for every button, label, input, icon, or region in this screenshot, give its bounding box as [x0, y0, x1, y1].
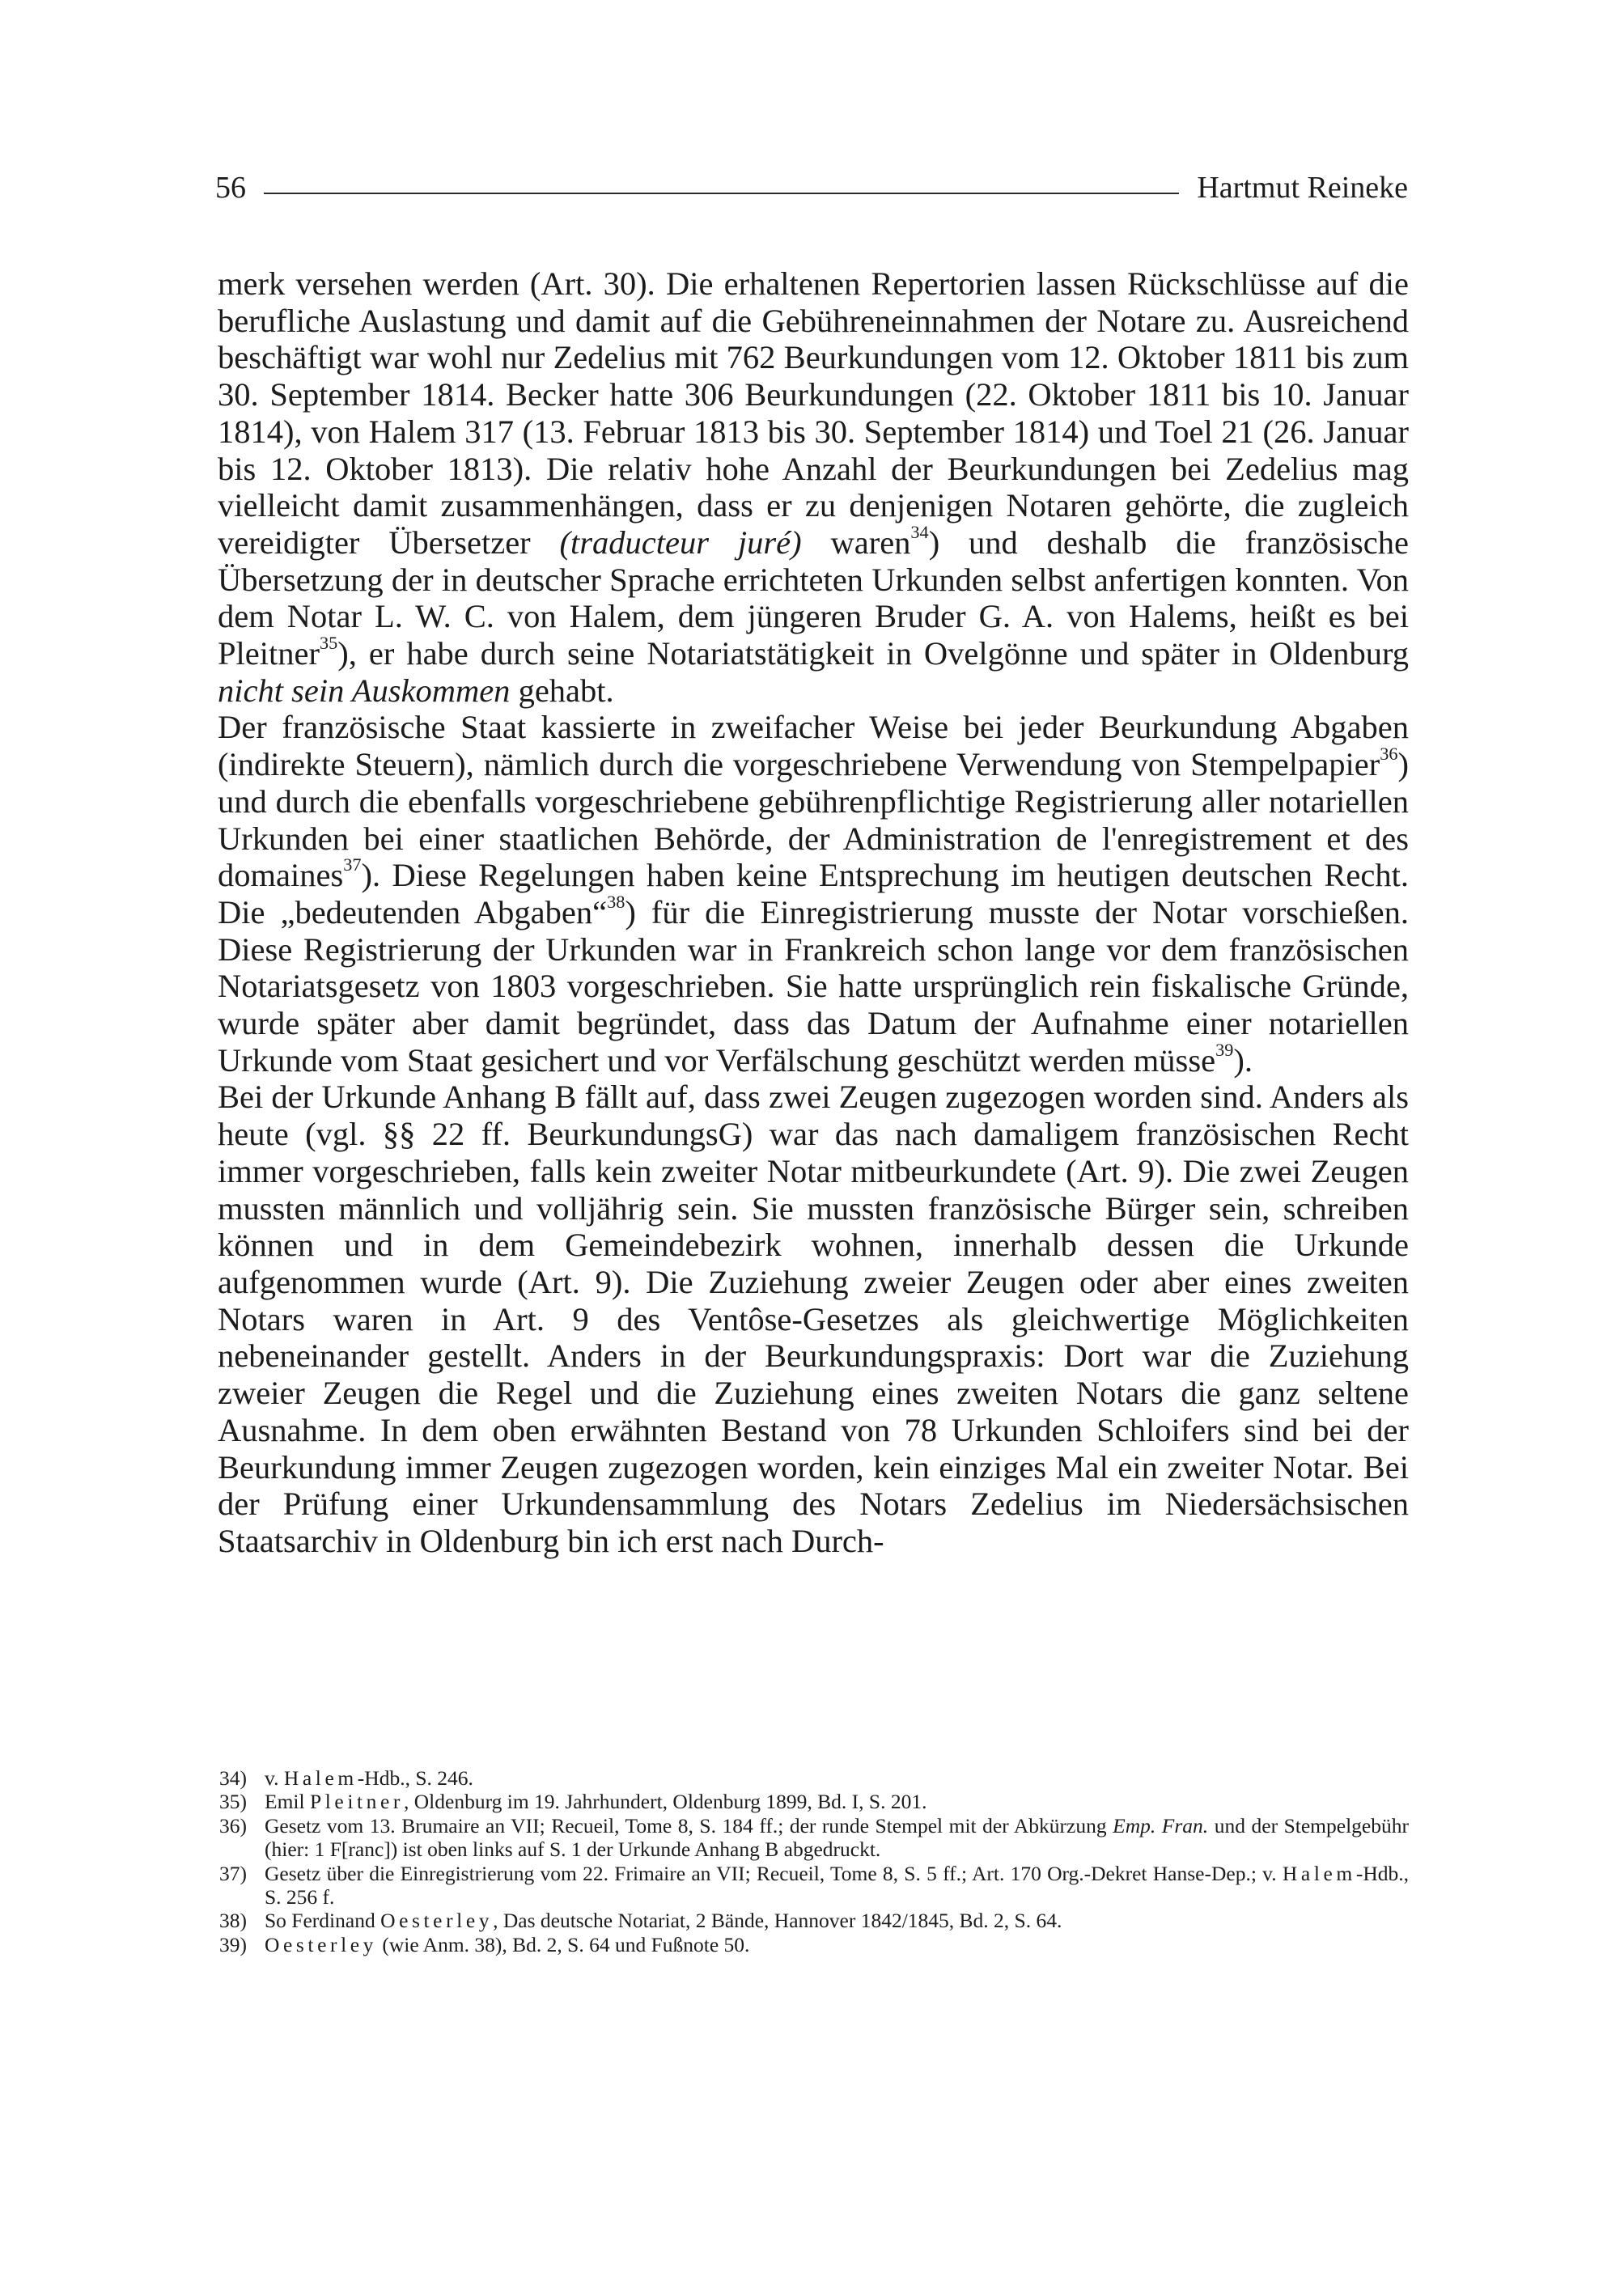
- footnote-ref-38: 38: [607, 892, 625, 913]
- paragraph-1: merk versehen werden (Art. 30). Die erhaltenen Repertorien lassen Rückschlüsse auf die berufliche Auslastung und damit auf die Gebühreneinnahmen der Notare zu. Ausreichend beschäftigt war wohl nur Zedelius mit 762 Beurkundungen vom 12. Oktober 1811 bis zum 30. September 1814. Becker hatte 306 Beurkundungen (22. Oktober 1811 bis 10. Januar 1814), von Halem 317 (13. Februar 1813 bis 30. September 1814) und Toel 21 (26. Januar bis 12. Oktober 1813). Die relativ hohe Anzahl der Beurkundungen bei Zedelius mag vielleicht damit zusammenhängen, dass er zu denjenigen Notaren gehörte, die zugleich vereidigter Übersetzer (traducteur juré) waren$^{34}$) und deshalb die französische Übersetzung der in deutscher Sprache errichteten Urkunden selbst anfertigen konnten. Von dem Notar L. W. C. von Halem, dem jüngeren Bruder G. A. von Halems, heißt es bei Pleitner$^{35}$), er habe durch seine Notariatstätigkeit in Ovelgönne und später in Oldenburg nicht sein Auskommen gehabt.: [218, 265, 1409, 709]
- footnote-34: 34) v. Halem-Hdb., S. 246.: [219, 1766, 473, 1790]
- main-text: [218, 265, 1409, 1560]
- footnotes: [219, 1766, 1409, 1956]
- footnote-39: 39) Oesterley (wie Anm. 38), Bd. 2, S. 64 und Fußnote 50.: [219, 1932, 750, 1956]
- footnote-35: 35) Emil Pleitner, Oldenburg im 19. Jahrhundert, Oldenburg 1899, Bd. I, S. 201.: [219, 1790, 927, 1814]
- footnote-ref-39: 39: [1215, 1039, 1234, 1060]
- paragraph-2: Der französische Staat kassierte in zweifacher Weise bei jeder Beurkundung Abgaben (indirekte Steuern), nämlich durch die vorgeschriebene Verwendung von Stempelpapier$^{36}$) und durch die ebenfalls vorgeschriebene gebührenpflichtige Registrierung aller notariellen Urkunden bei einer staatlichen Behörde, der Administration de l'enregistrement et des domaines$^{37}$). Diese Regelungen haben keine Entsprechung im heutigen deutschen Recht. Die „bedeutenden Abgaben“$^{38}$) für die Einregistrierung musste der Notar vorschießen. Diese Registrierung der Urkunden war in Frankreich schon lange vor dem französischen Notariatsgesetz von 1803 vorgeschrieben. Sie hatte ursprünglich rein fiskalische Gründe, wurde später aber damit begründet, dass das Datum der Aufnahme einer notariellen Urkunde vom Staat gesichert und vor Verfälschung geschützt werden müsse$^{39}$).: [218, 709, 1409, 1079]
- paragraph-3: Bei der Urkunde Anhang B fällt auf, dass zwei Zeugen zugezogen worden sind. Anders als heute (vgl. §§ 22 ff. BeurkundungsG) war das nach damaligem französischen Recht immer vorgeschrieben, falls kein zweiter Notar mitbeurkundete (Art. 9). Die zwei Zeugen mussten männlich und volljährig sein. Sie mussten französische Bürger sein, schreiben können und in dem Gemeindebezirk wohnen, innerhalb dessen die Urkunde aufgenommen wurde (Art. 9). Die Zuziehung zweier Zeugen oder aber eines zweiten Notars waren in Art. 9 des Ventôse-Gesetzes als gleichwertige Möglichkeiten nebeneinander gestellt. Anders in der Beurkundungspraxis: Dort war die Zuziehung zweier Zeugen die Regel und die Zuziehung eines zweiten Notars die ganz seltene Ausnahme. In dem oben erwähnten Bestand von 78 Urkunden Schloifers sind bei der Beurkundung immer Zeugen zugezogen worden, kein einziges Mal ein zweiter Notar. Bei der Prüfung einer Urkundensammlung des Notars Zedelius im Niedersächsischen Staatsarchiv in Oldenburg bin ich erst nach Durch-: [218, 1079, 1409, 1559]
- footnote-ref-37: 37: [343, 854, 362, 875]
- footnote-36: 36) Gesetz vom 13. Brumaire an VII; Recueil, Tome 8, S. 184 ff.; der runde Stempel mit der Abkürzung Emp. Fran. und der Stempelgebühr (hier: 1 F[ranc]) ist oben links auf S. 1 der Urkunde Anhang B abgedruckt.: [219, 1813, 1409, 1862]
- header-rule: [264, 193, 1179, 194]
- footnote-37: 37) Gesetz über die Einregistrierung vom 22. Frimaire an VII; Recueil, Tome 8, S. 5 ff.; Art. 170 Org.-Dekret Hanse-Dep.; v. Halem-Hdb., S. 256 f.: [219, 1861, 1409, 1909]
- running-title: Hartmut Reineke: [1197, 171, 1408, 205]
- footnote-ref-36: 36: [1380, 744, 1398, 765]
- footnote-38: 38) So Ferdinand Oesterley, Das deutsche Notariat, 2 Bände, Hannover 1842/1845, Bd. 2, S. 64.: [219, 1909, 1062, 1933]
- page-number: 56: [215, 171, 246, 205]
- footnote-ref-34: 34: [910, 522, 929, 542]
- footnote-ref-35: 35: [319, 633, 338, 654]
- running-header: [215, 172, 1408, 204]
